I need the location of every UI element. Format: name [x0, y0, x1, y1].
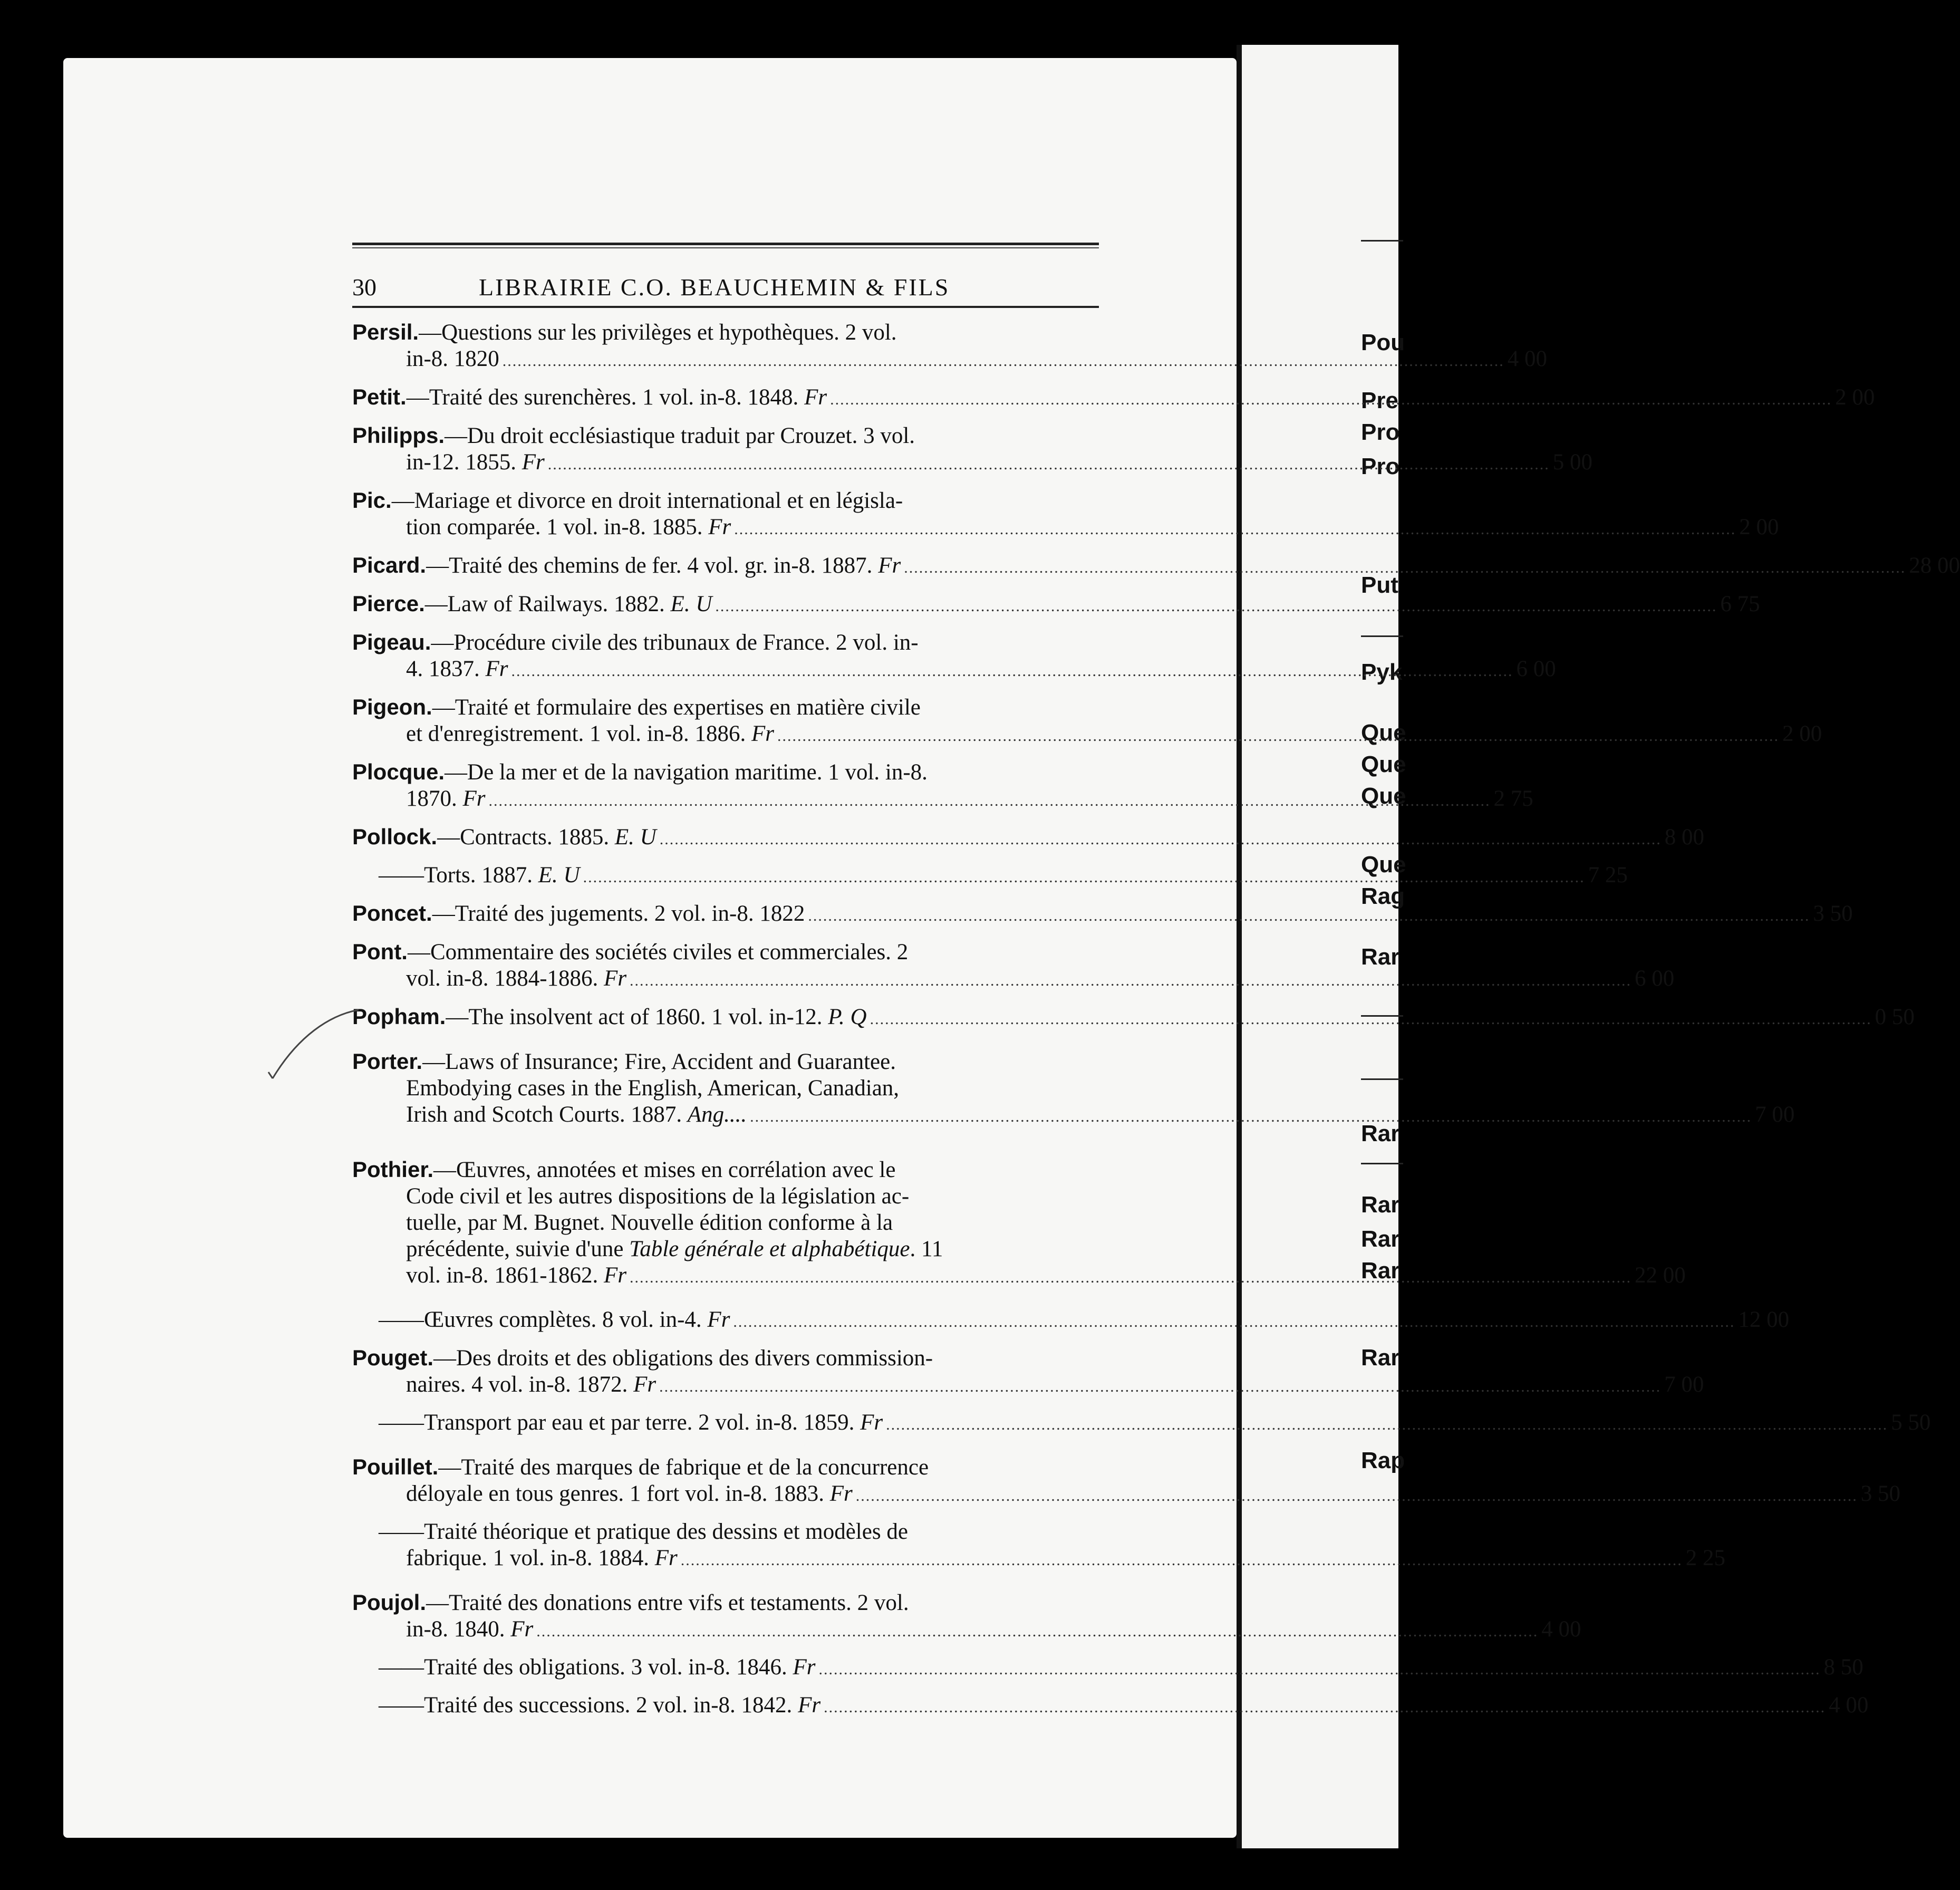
author-name: Poncet. — [352, 901, 432, 925]
ditto-rule — [1361, 635, 1403, 637]
cut-off-entry-name: Que — [1361, 852, 1406, 878]
ditto-dash: —— — [379, 1655, 424, 1680]
publisher-code: Fr — [604, 966, 627, 991]
price: 3 50 — [1860, 1481, 1900, 1506]
publisher-code: Fr — [633, 1372, 656, 1397]
price: 6 75 — [1720, 592, 1760, 616]
publisher-code: E. U — [670, 592, 712, 616]
catalogue-entry — [352, 1307, 1790, 1335]
leader-dots — [660, 826, 1662, 853]
leader-dots — [824, 1694, 1826, 1721]
catalogue-entry — [352, 1519, 1725, 1574]
cut-off-entry-name: Que — [1361, 751, 1406, 777]
cut-off-entry-name: Pro — [1361, 454, 1400, 479]
price: 22 00 — [1635, 1263, 1686, 1288]
publisher-code: Fr — [878, 553, 901, 578]
catalogue-entry — [352, 1654, 1864, 1683]
cut-off-entry-name: Rar — [1361, 944, 1400, 970]
catalogue-entry — [352, 487, 1779, 543]
price: 8 00 — [1664, 825, 1704, 850]
header-rule-top — [352, 243, 1099, 245]
author-name: Pierce. — [352, 591, 425, 616]
leader-dots — [808, 903, 1810, 929]
leader-dots — [904, 555, 1906, 581]
cut-off-entry-name: Rap — [1361, 1448, 1405, 1473]
ditto-dash: —— — [379, 1693, 424, 1718]
right-page — [1237, 45, 1406, 1848]
price: 0 50 — [1875, 1005, 1915, 1029]
ditto-rule — [1361, 1078, 1403, 1080]
price: 3 50 — [1813, 901, 1853, 926]
entry-text: —Du droit ecclésiastique traduit par Crouzet. 3 vol. — [445, 423, 915, 448]
cut-off-entry-name: Pyk — [1361, 659, 1403, 685]
entry-text: —De la mer et de la navigation maritime. 1 vol. in-8. — [445, 760, 928, 785]
leader-dots — [750, 1104, 1752, 1130]
entry-line — [352, 1654, 1864, 1683]
entry-text: tuelle, par M. Bugnet. Nouvelle édition conforme à la — [406, 1210, 893, 1235]
entry-text: Code civil et les autres dispositions de la législation ac- — [406, 1184, 910, 1209]
author-name: Pouillet. — [352, 1454, 439, 1479]
publisher-code: Fr — [604, 1263, 627, 1288]
catalogue-entry — [352, 759, 1533, 814]
author-name: Poujol. — [352, 1590, 426, 1615]
publisher-code: Fr — [510, 1617, 534, 1642]
entry-text: Traité des obligations. 3 vol. in-8. 1846. — [424, 1655, 793, 1680]
entry-text: vol. in-8. 1861-1862. — [406, 1263, 604, 1288]
entry-text: Transport par eau et par terre. 2 vol. in-8. 1859. — [424, 1410, 861, 1435]
ditto-dash: —— — [379, 1307, 424, 1332]
header-title: LIBRAIRIE C.O. BEAUCHEMIN & FILS — [479, 274, 950, 301]
leader-dots — [856, 1483, 1858, 1509]
entry-line — [352, 939, 1127, 966]
price: 6 00 — [1516, 657, 1556, 681]
catalogue-entry — [352, 1692, 1869, 1721]
entry-text: in-8. 1820 — [406, 346, 499, 371]
catalogue-entry — [352, 552, 1960, 581]
cut-off-entry-name: Rag — [1361, 883, 1405, 909]
author-name: Pic. — [352, 488, 392, 513]
entry-text: Embodying cases in the English, American, Canadian, — [406, 1076, 900, 1101]
leader-dots — [830, 387, 1832, 413]
cut-off-entry-name: Que — [1361, 720, 1406, 746]
cut-off-entry-name: Rar — [1361, 1226, 1400, 1252]
entry-line — [352, 514, 1779, 543]
price: 7 00 — [1664, 1372, 1704, 1397]
entry-text: in-8. 1840. — [406, 1617, 511, 1642]
publisher-code: E. U — [614, 825, 656, 850]
entry-line — [352, 824, 1704, 853]
entry-line — [352, 1545, 1725, 1574]
entry-line — [352, 487, 1127, 514]
entry-line — [352, 591, 1760, 620]
entry-line — [352, 1616, 1581, 1645]
entry-text: —Mariage et divorce en droit international et en législa- — [391, 488, 903, 513]
entry-line — [352, 1345, 1127, 1372]
entry-text: déloyale en tous genres. 1 fort vol. in-8. 1883. — [406, 1481, 830, 1506]
leader-dots — [630, 1265, 1631, 1291]
publisher-code: Fr — [860, 1410, 883, 1435]
ditto-rule — [1361, 1163, 1403, 1164]
entry-text: —Procédure civile des tribunaux de France. 2 vol. in- — [431, 630, 919, 655]
price: 6 00 — [1635, 966, 1675, 991]
entry-line — [352, 1156, 1127, 1183]
entry-text: Torts. 1887. — [424, 863, 538, 888]
author-name: Pigeau. — [352, 630, 431, 654]
publisher-code: Table générale et alphabétique — [629, 1237, 910, 1261]
cut-off-entry-name: Put — [1361, 572, 1398, 598]
entry-line — [352, 1589, 1127, 1616]
catalogue-entry — [352, 824, 1704, 853]
entry-line — [352, 1048, 1127, 1075]
author-name: Picard. — [352, 553, 427, 577]
catalogue-entry — [352, 1004, 1915, 1033]
ditto-dash: —— — [379, 1519, 424, 1544]
entry-line — [352, 694, 1127, 721]
publisher-code: P. Q — [828, 1005, 867, 1029]
catalogue-entry — [352, 591, 1760, 620]
author-name: Philipps. — [352, 423, 445, 448]
leader-dots — [630, 968, 1631, 994]
entry-line — [352, 1519, 1127, 1545]
author-name: Popham. — [352, 1004, 446, 1029]
cut-off-entry-name: Rar — [1361, 1258, 1400, 1284]
entry-text: Œuvres complètes. 8 vol. in-4. — [424, 1307, 708, 1332]
entry-line — [352, 1481, 1900, 1509]
entry-line — [352, 1307, 1790, 1335]
author-name: Petit. — [352, 384, 407, 409]
cut-off-entry-name: Rar — [1361, 1345, 1400, 1371]
publisher-code: Fr — [654, 1546, 678, 1570]
entry-line — [352, 1372, 1704, 1400]
entry-line — [352, 1102, 1795, 1130]
publisher-code: Fr — [798, 1693, 821, 1718]
leader-dots — [503, 348, 1504, 374]
entry-text: —Des droits et des obligations des divers commission- — [433, 1346, 933, 1371]
cut-off-entry-name: Rar — [1361, 1121, 1400, 1146]
pencil-mark — [266, 999, 361, 1084]
price: 12 00 — [1738, 1307, 1790, 1332]
page-gutter — [1237, 45, 1242, 1848]
publisher-code: Fr — [708, 515, 731, 539]
entry-text: Irish and Scotch Courts. 1887. — [406, 1102, 688, 1127]
publisher-code: Ang.... — [687, 1102, 747, 1127]
entry-text: —Commentaire des sociétés civiles et commerciales. 2 — [407, 940, 909, 965]
entry-text: —Questions sur les privilèges et hypothèques. 2 vol. — [419, 320, 897, 345]
author-name: Pigeon. — [352, 695, 432, 719]
price: 2 00 — [1835, 385, 1875, 410]
header-rule-top-thin — [352, 247, 1099, 248]
entry-line — [352, 1210, 1127, 1236]
entry-text: —The insolvent act of 1860. 1 vol. in-12. — [446, 1005, 828, 1029]
price: 4 00 — [1541, 1617, 1581, 1642]
publisher-code: Fr — [462, 786, 486, 811]
page-number: 30 — [352, 274, 376, 301]
entry-line — [352, 1183, 1127, 1210]
author-name: Pont. — [352, 939, 408, 964]
cut-off-entry-name: Rar — [1361, 1192, 1400, 1218]
publisher-code: Fr — [804, 385, 827, 410]
cut-off-entry-name: Que — [1361, 783, 1406, 809]
leader-dots — [511, 658, 1513, 684]
entry-text: Traité des successions. 2 vol. in-8. 1842. — [424, 1693, 798, 1718]
publisher-code: Fr — [829, 1481, 853, 1506]
price: 7 00 — [1755, 1102, 1795, 1127]
leader-dots — [536, 1618, 1538, 1645]
publisher-code: Fr — [751, 721, 774, 746]
ditto-dash: —— — [379, 1410, 424, 1435]
price: 2 00 — [1782, 721, 1822, 746]
author-name: Persil. — [352, 320, 419, 344]
publisher-code: Fr — [485, 657, 508, 681]
entry-text: —Traité et formulaire des expertises en matière civile — [432, 695, 921, 720]
ditto-dash: —— — [379, 863, 424, 888]
entry-line — [352, 1004, 1915, 1033]
entry-text: 4. 1837. — [406, 657, 486, 681]
entry-line — [352, 1692, 1869, 1721]
publisher-code: Fr — [522, 450, 545, 475]
catalogue-entry — [352, 1048, 1795, 1130]
ditto-rule — [1361, 240, 1403, 242]
price: 28 00 — [1909, 553, 1960, 578]
entry-line — [352, 629, 1127, 656]
price: 7 25 — [1588, 863, 1628, 888]
author-name: Pollock. — [352, 824, 438, 849]
catalogue-entry — [352, 1410, 1931, 1438]
entry-text: Traité théorique et pratique des dessins et modèles de — [424, 1519, 908, 1544]
cut-off-entry-name: Pou — [1361, 330, 1405, 355]
entry-text: —Contracts. 1885. — [437, 825, 615, 850]
leader-dots — [734, 516, 1736, 543]
leader-dots — [870, 1006, 1872, 1033]
price: 5 50 — [1891, 1410, 1931, 1435]
entry-line — [352, 900, 1853, 929]
author-name: Pothier. — [352, 1157, 434, 1182]
publisher-code: E. U — [538, 863, 580, 888]
header-rule-bottom — [352, 306, 1099, 308]
entry-text: —Traité des jugements. 2 vol. in-8. 1822 — [432, 901, 805, 926]
author-name: Pouget. — [352, 1345, 433, 1370]
entry-line — [352, 1454, 1127, 1481]
price: 2 75 — [1493, 786, 1533, 811]
price: 5 00 — [1552, 450, 1593, 475]
leader-dots — [583, 864, 1585, 891]
entry-text: —Œuvres, annotées et mises en corrélation avec le — [433, 1158, 896, 1182]
entry-text: 1870. — [406, 786, 463, 811]
leader-dots — [886, 1412, 1888, 1438]
leader-dots — [659, 1374, 1661, 1400]
entry-line — [352, 319, 1127, 346]
price: 8 50 — [1823, 1655, 1864, 1680]
entry-text: fabrique. 1 vol. in-8. 1884. — [406, 1546, 655, 1570]
publisher-code: Fr — [793, 1655, 816, 1680]
entry-text: et d'enregistrement. 1 vol. in-8. 1886. — [406, 721, 751, 746]
entry-line — [352, 346, 1548, 374]
leader-dots — [733, 1309, 1735, 1335]
entry-text: —Traité des donations entre vifs et testaments. 2 vol. — [426, 1590, 909, 1615]
leader-dots — [681, 1547, 1683, 1574]
price: 2 00 — [1739, 515, 1779, 539]
leader-dots — [819, 1656, 1821, 1683]
entry-line — [352, 1075, 1127, 1102]
running-header — [352, 243, 1099, 311]
entry-text: naires. 4 vol. in-8. 1872. — [406, 1372, 634, 1397]
entry-line — [352, 759, 1127, 786]
entry-text: précédente, suivie d'une — [406, 1237, 630, 1261]
author-name: Porter. — [352, 1049, 423, 1074]
entry-text: in-12. 1855. — [406, 450, 522, 475]
author-name: Plocque. — [352, 759, 445, 784]
entry-text: tion comparée. 1 vol. in-8. 1885. — [406, 515, 709, 539]
entry-line — [352, 422, 1127, 449]
cut-off-entry-name: Pre — [1361, 388, 1398, 413]
cut-off-entry-name: Pro — [1361, 419, 1400, 445]
entry-text: —Law of Railways. 1882. — [424, 592, 671, 616]
entry-line — [352, 552, 1960, 581]
leader-dots — [489, 788, 1491, 814]
price: 4 00 — [1507, 346, 1548, 371]
entry-line — [352, 966, 1675, 994]
price: 4 00 — [1829, 1693, 1869, 1718]
catalogue-entry — [352, 1589, 1581, 1645]
leader-dots — [548, 451, 1550, 478]
entry-text: —Laws of Insurance; Fire, Accident and Guarantee. — [422, 1049, 896, 1074]
price: 2 25 — [1685, 1546, 1725, 1570]
catalogue-entry — [352, 900, 1853, 929]
publisher-code: Fr — [707, 1307, 730, 1332]
leader-dots — [777, 723, 1779, 749]
entry-line — [352, 1410, 1931, 1438]
entry-text: —Traité des surenchères. 1 vol. in-8. 1848. — [406, 385, 805, 410]
entry-text: —Traité des marques de fabrique et de la concurrence — [438, 1455, 929, 1480]
entry-line — [352, 1236, 1127, 1262]
entry-text: vol. in-8. 1884-1886. — [406, 966, 604, 991]
leader-dots — [715, 593, 1717, 620]
entry-text: —Traité des chemins de fer. 4 vol. gr. in-8. 1887. — [426, 553, 878, 578]
entry-text-tail: . 11 — [910, 1237, 943, 1261]
